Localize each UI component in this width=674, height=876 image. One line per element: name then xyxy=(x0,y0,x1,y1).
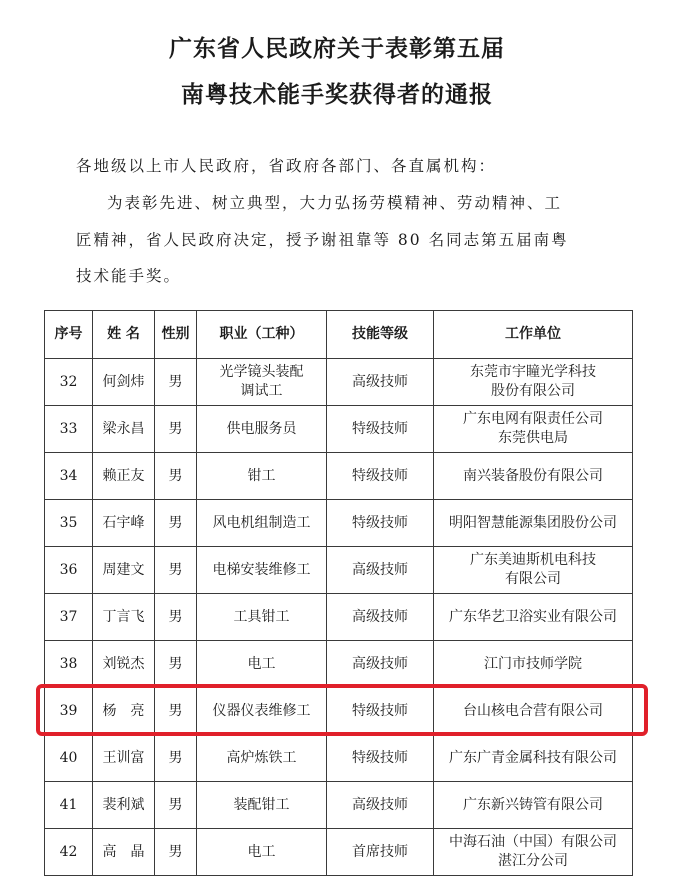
table-row xyxy=(45,359,633,406)
salutation: 各地级以上市人民政府，省政府各部门、各直属机构： xyxy=(76,157,497,175)
table-body xyxy=(45,359,633,876)
cell-no: 33 xyxy=(45,406,93,453)
cell-name: 周建文 xyxy=(93,547,155,594)
cell-job: 工具钳工 xyxy=(197,594,327,641)
cell-level: 特级技师 xyxy=(327,688,434,735)
table-row xyxy=(45,782,633,829)
cell-unit: 广东广青金属科技有限公司 xyxy=(434,735,633,782)
cell-no: 35 xyxy=(45,500,93,547)
header-job: 职业（工种） xyxy=(197,311,327,359)
cell-no: 39 xyxy=(45,688,93,735)
table-row xyxy=(45,688,633,735)
cell-gender: 男 xyxy=(155,406,197,453)
table-row xyxy=(45,735,633,782)
cell-level: 高级技师 xyxy=(327,359,434,406)
header-level: 技能等级 xyxy=(327,311,434,359)
cell-name: 裴利斌 xyxy=(93,782,155,829)
document-title-line2: 南粤技术能手奖获得者的通报 xyxy=(181,81,493,108)
table-row xyxy=(45,406,633,453)
cell-no: 34 xyxy=(45,453,93,500)
cell-name: 石宇峰 xyxy=(93,500,155,547)
cell-unit: 江门市技师学院 xyxy=(434,641,633,688)
cell-name: 赖正友 xyxy=(93,453,155,500)
table-row xyxy=(45,453,633,500)
cell-job: 光学镜头装配 调试工 xyxy=(197,359,327,406)
cell-unit: 广东新兴铸管有限公司 xyxy=(434,782,633,829)
header-no: 序号 xyxy=(45,311,93,359)
header-unit: 工作单位 xyxy=(434,311,633,359)
body-line-3: 技术能手奖。 xyxy=(76,267,182,285)
cell-unit: 南兴装备股份有限公司 xyxy=(434,453,633,500)
cell-name: 何剑炜 xyxy=(93,359,155,406)
table-row xyxy=(45,641,633,688)
table-header-row xyxy=(45,311,633,359)
cell-gender: 男 xyxy=(155,782,197,829)
cell-name: 杨 亮 xyxy=(93,688,155,735)
cell-gender: 男 xyxy=(155,735,197,782)
table-row xyxy=(45,500,633,547)
cell-unit: 明阳智慧能源集团股份公司 xyxy=(434,500,633,547)
cell-level: 高级技师 xyxy=(327,547,434,594)
cell-gender: 男 xyxy=(155,359,197,406)
cell-job: 钳工 xyxy=(197,453,327,500)
cell-gender: 男 xyxy=(155,594,197,641)
cell-job: 电工 xyxy=(197,641,327,688)
cell-level: 高级技师 xyxy=(327,594,434,641)
cell-no: 32 xyxy=(45,359,93,406)
table-row xyxy=(45,829,633,876)
cell-unit: 广东电网有限责任公司 东莞供电局 xyxy=(434,406,633,453)
cell-level: 高级技师 xyxy=(327,641,434,688)
cell-no: 38 xyxy=(45,641,93,688)
cell-job: 装配钳工 xyxy=(197,782,327,829)
cell-no: 42 xyxy=(45,829,93,876)
cell-level: 特级技师 xyxy=(327,406,434,453)
cell-no: 41 xyxy=(45,782,93,829)
cell-level: 特级技师 xyxy=(327,735,434,782)
awardee-table xyxy=(44,310,633,876)
cell-gender: 男 xyxy=(155,688,197,735)
header-name: 姓 名 xyxy=(93,311,155,359)
cell-name: 刘锐杰 xyxy=(93,641,155,688)
cell-unit: 广东美迪斯机电科技 有限公司 xyxy=(434,547,633,594)
cell-job: 供电服务员 xyxy=(197,406,327,453)
cell-unit: 广东华艺卫浴实业有限公司 xyxy=(434,594,633,641)
cell-job: 风电机组制造工 xyxy=(197,500,327,547)
cell-job: 电梯安装维修工 xyxy=(197,547,327,594)
table-row xyxy=(45,547,633,594)
cell-name: 梁永昌 xyxy=(93,406,155,453)
cell-gender: 男 xyxy=(155,641,197,688)
cell-unit: 台山核电合营有限公司 xyxy=(434,688,633,735)
cell-no: 36 xyxy=(45,547,93,594)
document-title-line1: 广东省人民政府关于表彰第五届 xyxy=(169,35,505,62)
cell-level: 高级技师 xyxy=(327,782,434,829)
cell-level: 特级技师 xyxy=(327,500,434,547)
cell-gender: 男 xyxy=(155,500,197,547)
body-line-2: 匠精神，省人民政府决定，授予谢祖靠等 80 名同志第五届南粤 xyxy=(76,231,569,249)
cell-unit: 东莞市宇瞳光学科技 股份有限公司 xyxy=(434,359,633,406)
cell-gender: 男 xyxy=(155,547,197,594)
cell-gender: 男 xyxy=(155,829,197,876)
cell-name: 王训富 xyxy=(93,735,155,782)
cell-level: 首席技师 xyxy=(327,829,434,876)
cell-unit: 中海石油（中国）有限公司 湛江分公司 xyxy=(434,829,633,876)
cell-no: 37 xyxy=(45,594,93,641)
cell-level: 特级技师 xyxy=(327,453,434,500)
cell-name: 高 晶 xyxy=(93,829,155,876)
table-row xyxy=(45,594,633,641)
cell-job: 高炉炼铁工 xyxy=(197,735,327,782)
cell-gender: 男 xyxy=(155,453,197,500)
cell-name: 丁言飞 xyxy=(93,594,155,641)
body-line-1: 为表彰先进、树立典型，大力弘扬劳模精神、劳动精神、工 xyxy=(107,194,563,212)
cell-job: 仪器仪表维修工 xyxy=(197,688,327,735)
cell-job: 电工 xyxy=(197,829,327,876)
header-gender: 性别 xyxy=(155,311,197,359)
cell-no: 40 xyxy=(45,735,93,782)
